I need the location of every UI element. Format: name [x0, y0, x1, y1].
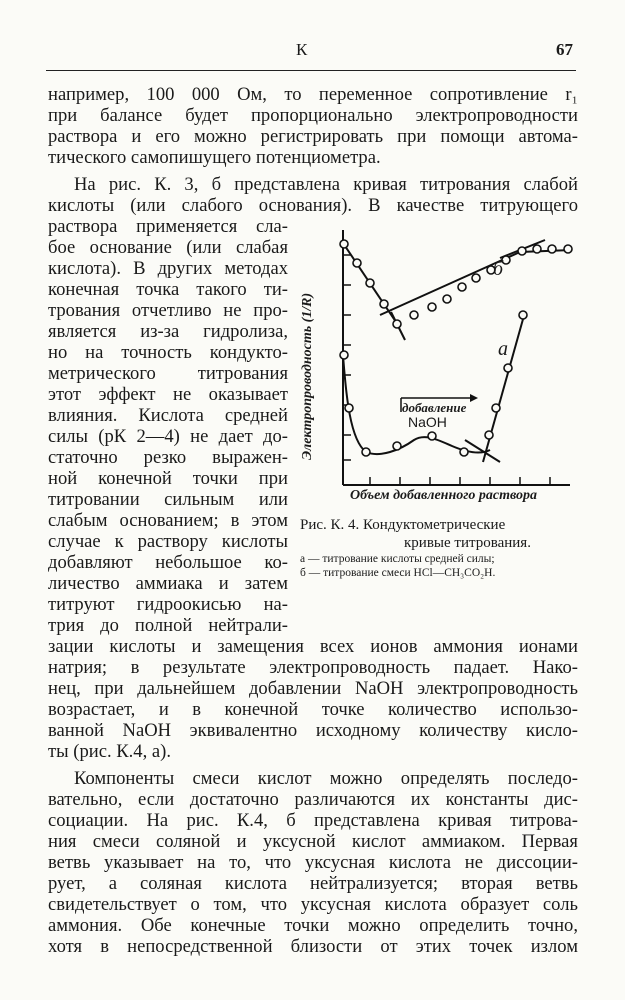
text-line: хотя в непосредственной близости от этих точек излом — [48, 936, 578, 957]
titration-figure — [300, 222, 585, 522]
data-point — [393, 320, 401, 328]
data-point — [428, 432, 436, 440]
figure-caption — [300, 516, 580, 580]
curve-b-points — [340, 240, 572, 328]
caption-note-a: а — титрование кислоты средней силы; — [300, 553, 495, 565]
caption-title-2: кривые титрования. — [404, 535, 531, 551]
text-line: статочно резко выражен- — [48, 447, 288, 468]
addition-label: добавление — [402, 400, 467, 415]
caption-note-b: б — титрование смеси HCl—CH₃CO₂H. — [300, 567, 496, 579]
section-letter: К — [296, 40, 308, 59]
page-number: 67 — [556, 40, 573, 59]
x-axis-label: Объем добавленного раствора — [350, 488, 538, 503]
data-point — [472, 274, 480, 282]
text-line: нец, при дальнейшем добавлении NaOH электропроводность — [48, 678, 578, 699]
text-line: конечная точка такого ти- — [48, 279, 288, 300]
text-line: кислоты (или слабого основания). В качестве титрующего — [48, 195, 578, 216]
text-line: возрастает, и в конечной точке количество использо- — [48, 699, 578, 720]
text-line: На рис. К. 3, б представлена кривая титрования слабой — [74, 174, 578, 195]
page-header — [0, 40, 625, 64]
text-line: случае к раствору кислоты — [48, 531, 288, 552]
text-line: но на точность кондукто- — [48, 342, 288, 363]
data-point — [485, 431, 493, 439]
curve-b-label: б — [493, 258, 504, 280]
data-point — [518, 247, 526, 255]
text-line: добавляют небольшое ко- — [48, 552, 288, 573]
data-point — [460, 448, 468, 456]
titration-chart — [300, 222, 585, 492]
data-point — [519, 311, 527, 319]
text-line: бое основание (или слабая — [48, 237, 288, 258]
reagent-label: NaOH — [408, 414, 447, 430]
text-line: слабым основанием; в этом — [48, 510, 288, 531]
data-point — [410, 311, 418, 319]
text-line: этот эффект не оказывает — [48, 384, 288, 405]
text-line: раствора и его можно регистрировать при помощи автома- — [48, 126, 578, 147]
text-line: метрического титрования — [48, 363, 288, 384]
text-line: вательно, если достаточно различаются их константы дис- — [48, 789, 578, 810]
data-point — [458, 283, 466, 291]
text-line: раствора применяется сла- — [48, 216, 288, 237]
data-point — [393, 442, 401, 450]
curve-a-label: а — [498, 338, 508, 360]
data-point — [564, 245, 572, 253]
data-point — [502, 256, 510, 264]
arrow-head-icon — [470, 394, 478, 402]
y-axis-label: Электропроводность (1/R) — [300, 292, 315, 460]
data-point — [380, 300, 388, 308]
text-line: силы (рК 2—4) не дает до- — [48, 426, 288, 447]
text-line: кислота). В других методах — [48, 258, 288, 279]
text-line: ной конечной точки при — [48, 468, 288, 489]
data-point — [353, 259, 361, 267]
data-point — [533, 245, 541, 253]
data-point — [492, 404, 500, 412]
data-point — [340, 240, 348, 248]
text-line: влияния. Кислота средней — [48, 405, 288, 426]
data-point — [428, 303, 436, 311]
data-point — [340, 351, 348, 359]
text-line: ты (рис. К.4, а). — [48, 741, 171, 762]
text-line: личество аммиака и затем — [48, 573, 288, 594]
text-line: рует, а соляная кислота нейтрализуется; вторая ветвь — [48, 873, 578, 894]
text-line: Компоненты смеси кислот можно определять последо- — [74, 768, 578, 789]
text-line: социации. На рис. К.4, б представлена кривая титрова- — [48, 810, 578, 831]
text-line: например, 100 000 Ом, то переменное сопротивление r₁ — [48, 84, 578, 105]
curve-a-points — [340, 311, 527, 456]
data-point — [366, 279, 374, 287]
data-point — [548, 245, 556, 253]
text-line: тического самопишущего потенциометра. — [48, 147, 381, 168]
text-line: свидетельствует о том, что уксусная кислота образует соль — [48, 894, 578, 915]
text-line: титровании сильным или — [48, 489, 288, 510]
data-point — [504, 364, 512, 372]
text-line: ванной NaOH эквивалентно исходному количеству кисло- — [48, 720, 578, 741]
data-point — [443, 295, 451, 303]
text-line: аммония. Обе конечные точки можно определить точно, — [48, 915, 578, 936]
text-line: при балансе будет пропорционально электропроводности — [48, 105, 578, 126]
text-line: ветвь указывает на то, что уксусная кислота не диссоции- — [48, 852, 578, 873]
text-line: натрия; в результате электропроводность падает. Нако- — [48, 657, 578, 678]
data-point — [345, 404, 353, 412]
text-line: трования отчетливо не про- — [48, 300, 288, 321]
text-line: трия до полной нейтрали- — [48, 615, 288, 636]
text-line: зации кислоты и замещения всех ионов аммония ионами — [48, 636, 578, 657]
text-line: титруют гидроокисью на- — [48, 594, 288, 615]
header-rule — [46, 70, 576, 71]
data-point — [362, 448, 370, 456]
text-line: является из-за гидролиза, — [48, 321, 288, 342]
caption-title: Рис. К. 4. Кондуктометрические — [300, 517, 506, 533]
text-line: ния смеси соляной и уксусной кислот аммиаком. Первая — [48, 831, 578, 852]
